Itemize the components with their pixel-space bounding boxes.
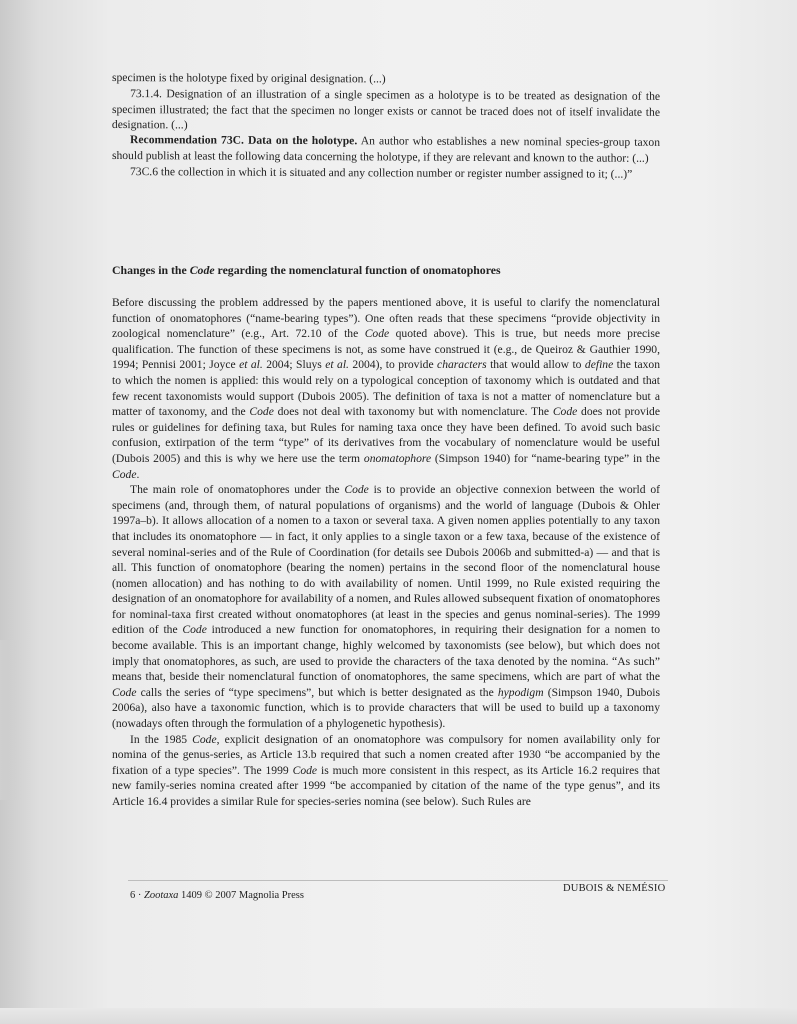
page-edge-shadow — [0, 640, 22, 800]
quote-paragraph: specimen is the holotype fixed by original designation. (...) — [111, 71, 386, 86]
code-quotation-block — [112, 70, 660, 179]
footer-separator: · — [137, 890, 142, 901]
page-number: 6 — [130, 890, 136, 901]
quote-paragraph: 73.1.4. Designation of an illustration of a single specimen as a holotype is to be treated as designation of the specimen illustrated; the fact that the specimen no longer exists or cannot be traced does not of itself invalidate the designation. (...) — [111, 86, 661, 132]
copyright-notice: © 2007 Magnolia Press — [204, 890, 304, 901]
quote-paragraph: Recommendation 73C. Data on the holotype. An author who establishes a new nominal species-group taxon should publish at least the following data concerning the holotype, if they are relevant and known to the author: (...) — [111, 133, 661, 165]
quote-paragraph: 73C.6 the collection in which it is situated and any collection number or register number assigned to it; (...)” — [129, 164, 633, 181]
journal-name: Zootaxa — [144, 890, 179, 901]
scan-bottom-edge — [0, 1008, 797, 1024]
section-heading: Changes in the Code regarding the nomenclatural function of onomatophores — [112, 263, 501, 277]
footer-citation — [130, 890, 304, 901]
body-text — [112, 295, 660, 810]
body-paragraph: Before discussing the problem addressed by the papers mentioned above, it is useful to clarify the nomenclatural function of onomatophores (“name-bearing types”). One often reads that these specimens “provide objectivity in zoological nomenclature” (e.g., Art. 72.10 of the Code quoted above). This is true, but needs more precise qualification. The function of these specimens is not, as some have construed it (e.g., de Queiroz & Gauthier 1990, 1994; Pennisi 2001; Joyce et al. 2004; Sluys et al. 2004), to provide characters that would allow to define the taxon to which the nomen is applied: this would rely on a typological conception of taxonomy which is outdated and that few recent taxonomists would support (Dubois 2005). The definition of taxa is not a matter of nomenclature but a matter of taxonomy, and the Code does not deal with taxonomy but with nomenclature. The Code does not provide rules or guidelines for defining taxa, but Rules for naming taxa once they have been defined. To avoid such basic confusion, extirpation of the term “type” of its derivatives from the vocabulary of nomenclature would be useful (Dubois 2005) and this is why we here use the term onomatophore (Simpson 1940) for “name-bearing type” in the Code. — [112, 296, 661, 481]
body-paragraph: The main role of onomatophores under the Code is to provide an objective connexion between the world of specimens (and, through them, of natural populations of organisms) and the world of language (Dubois & Ohler 1997a–b). It allows allocation of a nomen to a taxon or several taxa. A given nomen applies potentially to any taxon that includes its onomatophore — in fact, it only applies to a single taxon or a few taxa, because of the existence of several nominal-series and of the Rule of Coordination (for details see Dubois 2006b and submitted-a) — and that is all. This function of onomatophore (bearing the nomen) pertains in the second floor of the nomenclatural house (nomen allocation) and has nothing to do with availability of nomen. Until 1999, no Rule existed requiring the designation of an onomatophore for availability of a nomen, and Rules allowed subsequent fixation of onomatophores for nominal-taxa first created without onomatophores (at least in the species and genus nominal-series). The 1999 edition of the Code introduced a new function for onomatophores, in requiring their designation for a nomen to become available. This is an important change, highly welcomed by taxonomists (see below), but which does not imply that onomatophores, as such, are used to provide the characters of the taxa denoted by the nomina. “As such” means that, beside their nomenclatural function of onomatophores, the same specimens, which are part of what the Code calls the series of “type specimens”, but which is better designated as the hypodigm (Simpson 1940, Dubois 2006a), also have a taxonomic function, which is to provide characters that will be used to build up a taxonomy (nowadays often through the formulation of a phylogenetic hypothesis). — [112, 483, 661, 731]
footer-authors: DUBOIS & NEMÉSIO — [563, 883, 666, 894]
body-paragraph: In the 1985 Code, explicit designation of an onomatophore was compulsory for nomen availability only for nomina of the genus-series, as Article 13.b required that such a nomen created after 1930 “be accompanied by the fixation of a type species”. The 1999 Code is much more consistent in this respect, as its Article 16.2 requires that new family-series nomina created after 1999 “be accompanied by citation of the name of the type genus”, and its Article 16.4 provides a similar Rule for species-series nomina (see below). Such Rules are — [112, 732, 661, 808]
footer-divider — [128, 880, 668, 881]
issue-number: 1409 — [181, 890, 203, 901]
